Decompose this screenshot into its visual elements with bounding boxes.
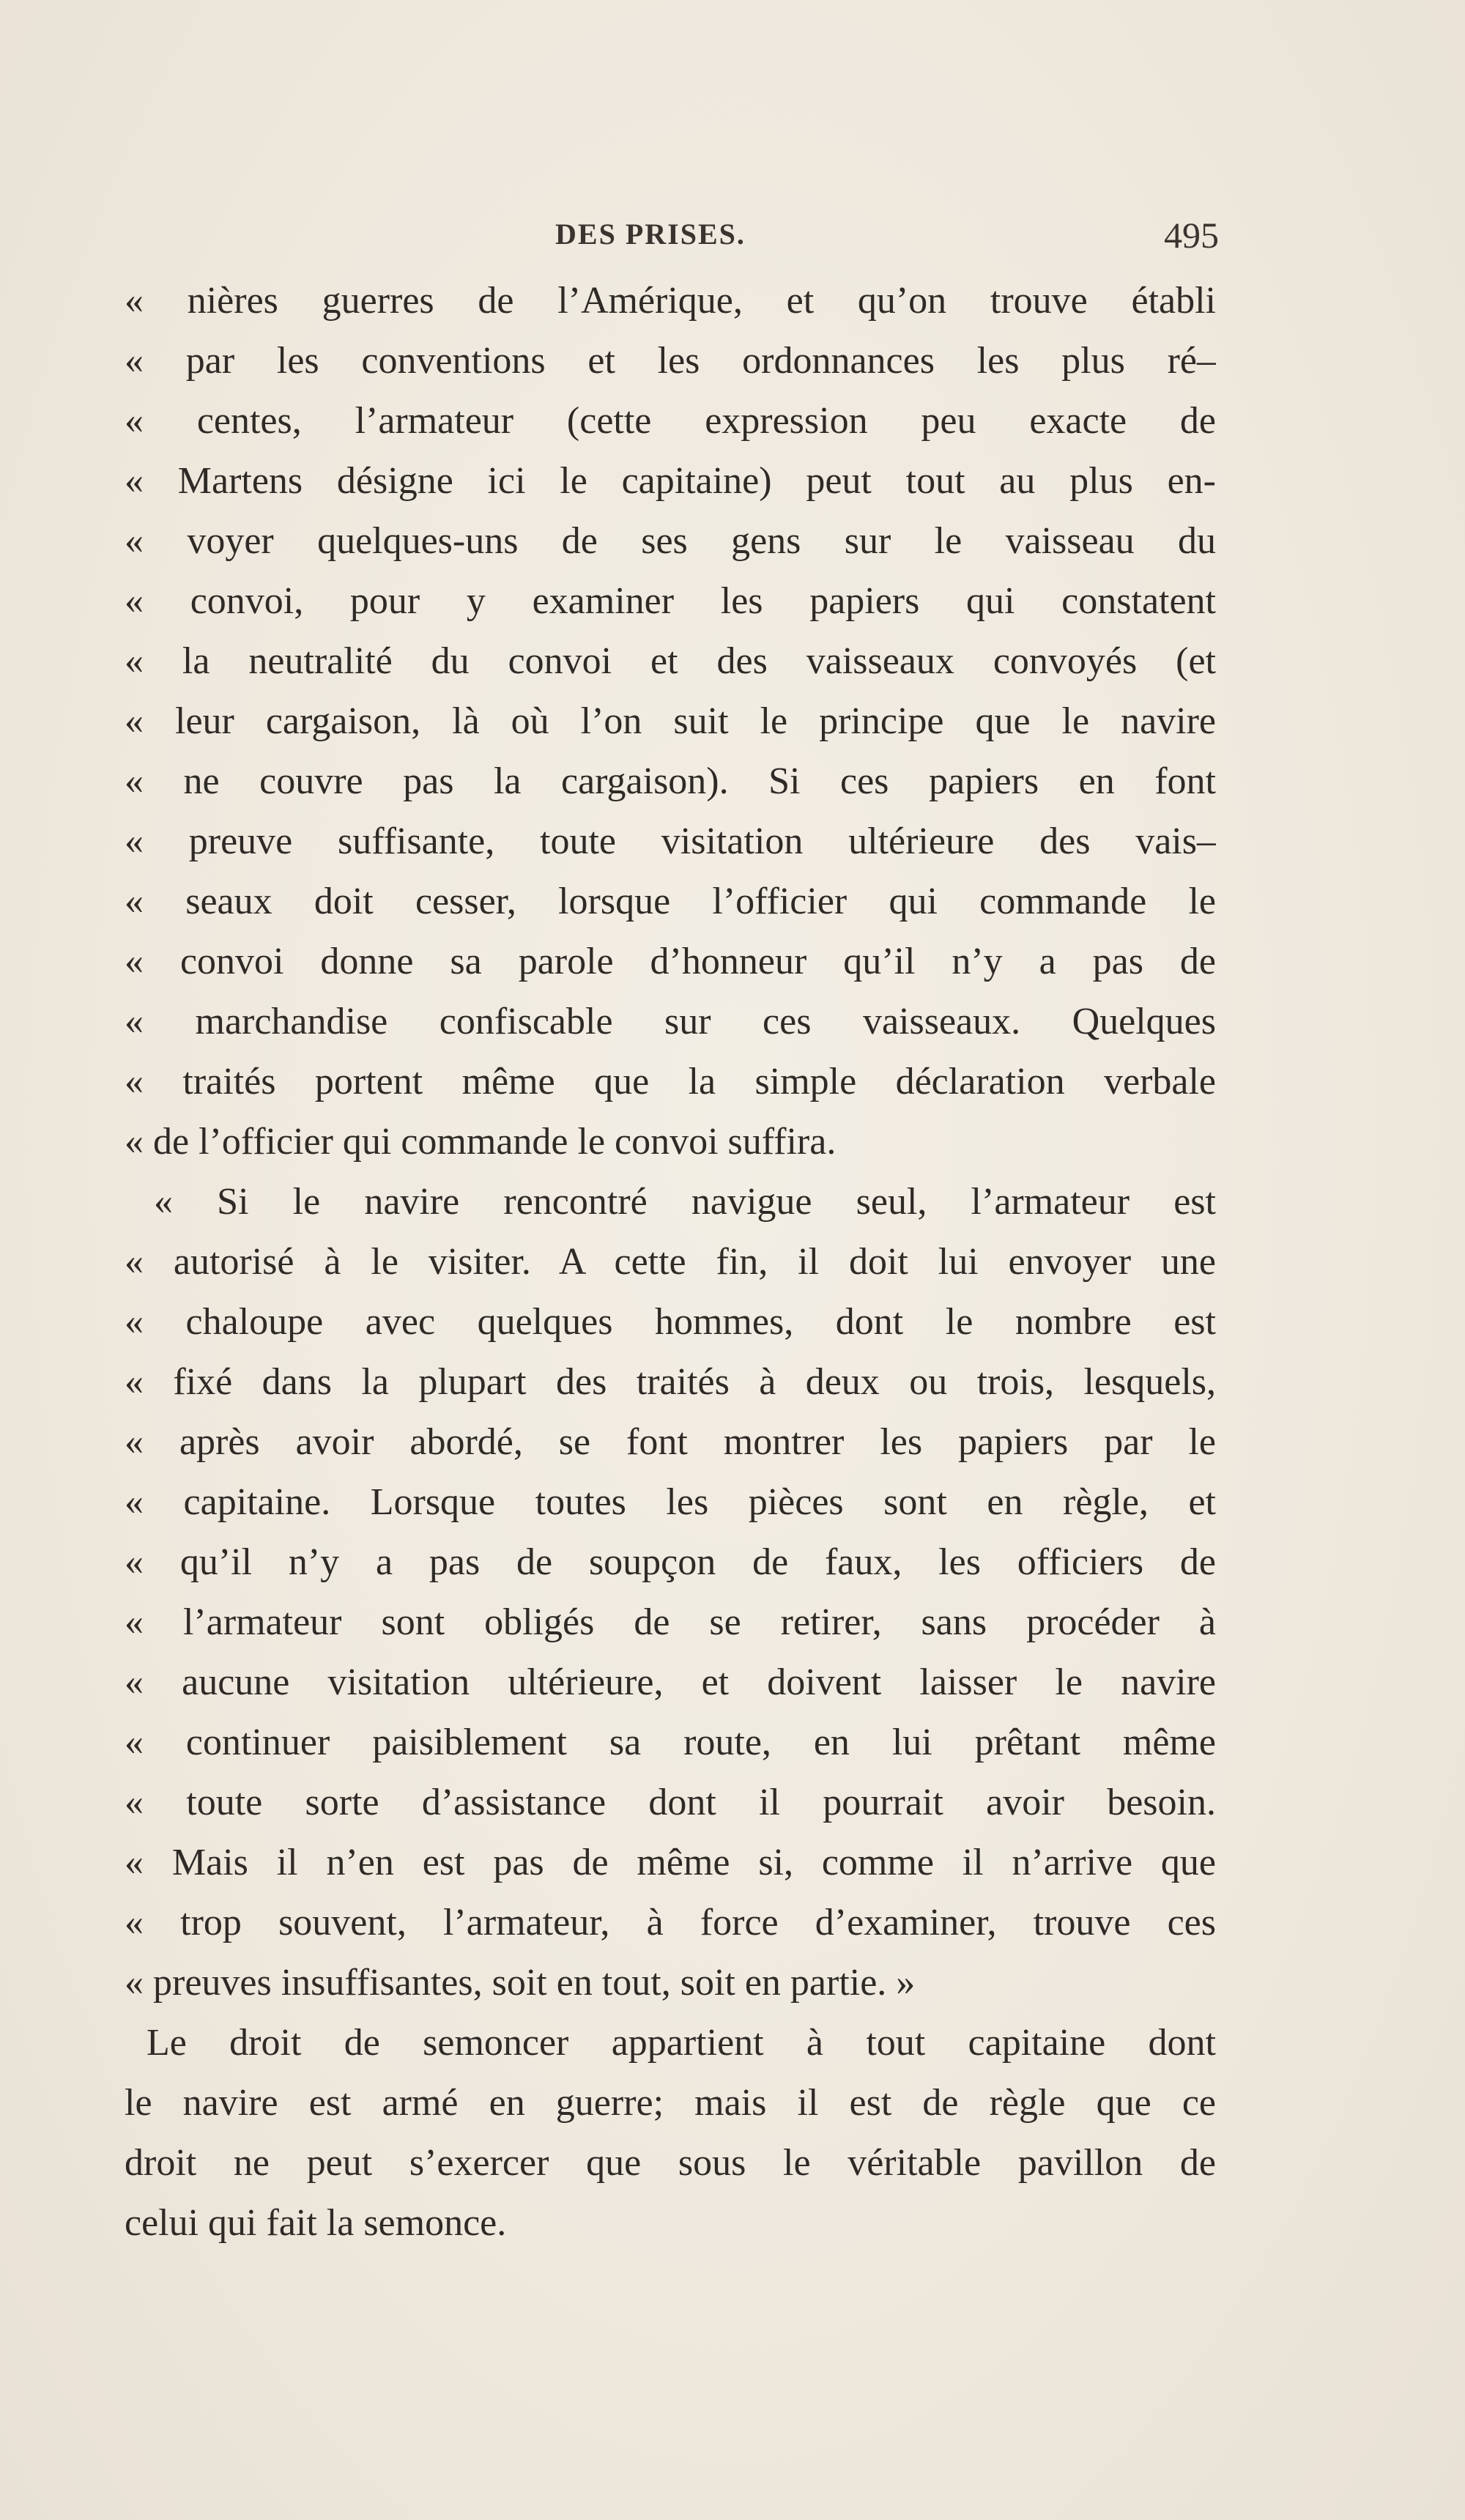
text-line: « de l’officier qui commande le convoi suffira. (125, 1121, 837, 1163)
text-line: « fixé dans la plupart des traités à deux ou trois, lesquels, (125, 1361, 1216, 1403)
text-line: « trop souvent, l’armateur, à force d’examiner, trouve ces (125, 1902, 1216, 1943)
text-line: « preuves insuffisantes, soit en tout, soit en partie. » (125, 1962, 916, 2004)
text-line: « continuer paisiblement sa route, en lui prêtant même (125, 1722, 1216, 1763)
text-line: « preuve suffisante, toute visitation ultérieure des vais– (125, 820, 1216, 862)
text-line: « voyer quelques-uns de ses gens sur le vaisseau du (125, 520, 1216, 562)
text-line: Le droit de semoncer appartient à tout capitaine dont (146, 2022, 1216, 2064)
text-line: « l’armateur sont obligés de se retirer, sans procéder à (125, 1601, 1216, 1643)
text-line: « nières guerres de l’Amérique, et qu’on trouve établi (125, 280, 1216, 322)
text-line: « Si le navire rencontré navigue seul, l’armateur est (154, 1181, 1216, 1223)
page-header (125, 217, 1239, 261)
text-line: « qu’il n’y a pas de soupçon de faux, les officiers de (125, 1541, 1216, 1583)
text-line: « leur cargaison, là où l’on suit le principe que le navire (125, 700, 1216, 742)
text-line: droit ne peut s’exercer que sous le véritable pavillon de (125, 2142, 1216, 2184)
text-line: le navire est armé en guerre; mais il est de règle que ce (125, 2082, 1216, 2124)
page-number: 495 (1164, 215, 1219, 256)
text-line: « centes, l’armateur (cette expression peu exacte de (125, 400, 1216, 442)
text-line: « Martens désigne ici le capitaine) peut tout au plus en- (125, 460, 1216, 502)
text-line: celui qui fait la semonce. (125, 2202, 507, 2244)
text-line: « marchandise confiscable sur ces vaisseaux. Quelques (125, 1001, 1216, 1042)
text-line: « capitaine. Lorsque toutes les pièces sont en règle, et (125, 1481, 1216, 1523)
text-line: « chaloupe avec quelques hommes, dont le nombre est (125, 1301, 1216, 1343)
text-line: « ne couvre pas la cargaison). Si ces papiers en font (125, 760, 1216, 802)
text-line: « convoi donne sa parole d’honneur qu’il n’y a pas de (125, 941, 1216, 982)
text-line: « par les conventions et les ordonnances les plus ré– (125, 340, 1216, 382)
text-line: « convoi, pour y examiner les papiers qui constatent (125, 580, 1216, 622)
text-line: « aucune visitation ultérieure, et doivent laisser le navire (125, 1661, 1216, 1703)
text-line: « la neutralité du convoi et des vaisseaux convoyés (et (125, 640, 1216, 682)
text-line: « toute sorte d’assistance dont il pourrait avoir besoin. (125, 1782, 1216, 1823)
running-title: DES PRISES. (555, 218, 746, 251)
text-line: « Mais il n’en est pas de même si, comme il n’arrive que (125, 1842, 1216, 1883)
body-text (125, 271, 1216, 2253)
text-line: « autorisé à le visiter. A cette fin, il doit lui envoyer une (125, 1241, 1216, 1283)
text-line: « traités portent même que la simple déclaration verbale (125, 1061, 1216, 1102)
text-line: « après avoir abordé, se font montrer les papiers par le (125, 1421, 1216, 1463)
text-line: « seaux doit cesser, lorsque l’officier qui commande le (125, 881, 1216, 922)
